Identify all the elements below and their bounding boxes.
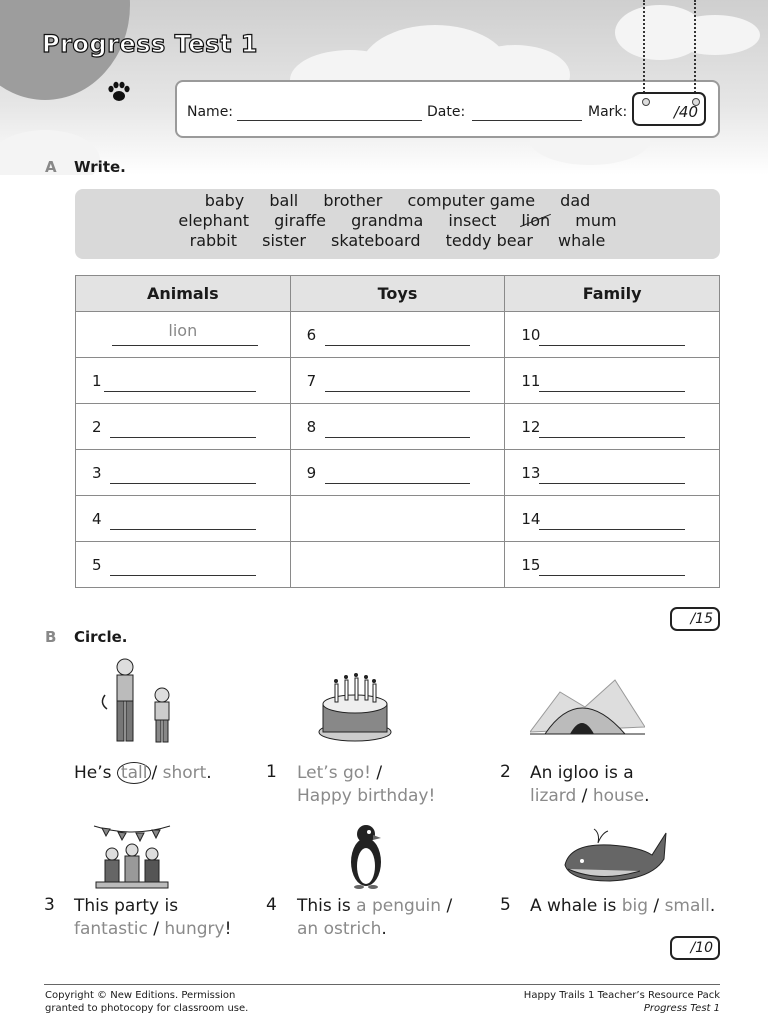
date-label: Date: — [427, 104, 466, 120]
answer-line — [112, 345, 258, 346]
section-b-instruction: Circle. — [74, 628, 128, 646]
word-row — [75, 211, 720, 230]
punctuation: . — [381, 919, 387, 939]
table-cell[interactable] — [505, 542, 720, 588]
table-cell[interactable] — [290, 358, 505, 404]
separator: / — [370, 763, 383, 783]
categories-table — [75, 275, 720, 588]
table-row — [76, 496, 720, 542]
empty-cell — [290, 542, 505, 588]
question-4 — [297, 895, 452, 941]
option-an-ostrich[interactable]: an ostrich — [297, 919, 382, 939]
separator: / — [441, 896, 453, 916]
table-cell[interactable] — [76, 450, 291, 496]
tag-hole — [642, 98, 650, 106]
answer-line[interactable] — [110, 529, 256, 530]
option-hungry[interactable]: hungry — [164, 919, 225, 939]
test-name: Progress Test 1 — [643, 1003, 720, 1014]
item-number: 3 — [92, 464, 102, 482]
word: mum — [575, 211, 617, 230]
item-number: 5 — [92, 556, 102, 574]
answer-line[interactable] — [539, 483, 685, 484]
item-number: 9 — [306, 464, 317, 482]
section-a-score[interactable]: /15 — [670, 607, 720, 631]
column-header-family: Family — [505, 276, 720, 312]
item-number: 4 — [92, 510, 102, 528]
empty-cell — [290, 496, 505, 542]
section-b-letter: B — [45, 628, 57, 646]
book-title: Happy Trails 1 Teacher’s Resource Pack — [523, 990, 720, 1001]
table-cell[interactable] — [290, 404, 505, 450]
word: brother — [323, 191, 383, 210]
footer-copyright — [45, 989, 248, 1015]
item-number: 6 — [306, 326, 317, 344]
word: sister — [262, 231, 306, 250]
table-cell[interactable] — [505, 404, 720, 450]
name-label: Name: — [187, 104, 234, 120]
table-header-row — [76, 276, 720, 312]
word: grandma — [351, 211, 424, 230]
answer-line[interactable] — [539, 529, 685, 530]
answer-line[interactable] — [325, 437, 471, 438]
table-cell[interactable] — [76, 496, 291, 542]
table-row — [76, 404, 720, 450]
item-number: 15 — [521, 556, 541, 574]
paw-icon — [106, 80, 132, 104]
question-stem: This is — [297, 896, 357, 916]
word: computer game — [407, 191, 536, 210]
option-happy-birthday[interactable]: Happy birthday! — [297, 786, 436, 806]
item-number: 13 — [521, 464, 541, 482]
word: rabbit — [189, 231, 238, 250]
table-cell[interactable] — [505, 312, 720, 358]
word-crossed-out: lion — [521, 211, 551, 230]
question-number: 3 — [44, 895, 55, 915]
answer-line[interactable] — [539, 345, 685, 346]
question-3 — [74, 895, 231, 941]
option-fantastic[interactable]: fantastic — [74, 919, 148, 939]
item-number: 10 — [521, 326, 541, 344]
option-a-penguin[interactable]: a penguin — [356, 896, 442, 916]
tag-string — [643, 0, 645, 96]
word: giraffe — [274, 211, 326, 230]
mark-label: Mark: — [588, 104, 628, 120]
word: skateboard — [331, 231, 421, 250]
option-lizard[interactable]: lizard — [530, 786, 577, 806]
table-cell[interactable] — [76, 358, 291, 404]
option-short[interactable]: short — [157, 763, 207, 783]
section-a-letter: A — [45, 158, 57, 176]
section-a-instruction: Write. — [74, 158, 126, 176]
igloo-image — [530, 672, 645, 744]
cloud-decoration — [670, 15, 760, 55]
answer-line[interactable] — [110, 483, 256, 484]
copyright-line-1: Copyright © New Editions. Permission — [45, 990, 236, 1001]
item-number: 14 — [521, 510, 541, 528]
question-2 — [530, 762, 650, 808]
word: dad — [560, 191, 591, 210]
mark-total: /40 — [673, 103, 698, 121]
question-1 — [297, 762, 435, 808]
table-cell[interactable] — [76, 404, 291, 450]
word-bank — [75, 189, 720, 259]
birthday-cake-image — [315, 670, 395, 748]
column-header-animals: Animals — [76, 276, 291, 312]
word: ball — [269, 191, 299, 210]
option-lets-go[interactable]: Let’s go! — [297, 763, 371, 783]
separator: / — [576, 786, 593, 806]
penguin-image — [345, 822, 387, 890]
punctuation: . — [206, 763, 212, 783]
question-number: 4 — [266, 895, 277, 915]
word-row — [75, 191, 720, 210]
tag-string — [694, 0, 696, 96]
table-row — [76, 450, 720, 496]
question-stem: This party is — [74, 896, 179, 916]
word: elephant — [178, 211, 250, 230]
table-cell[interactable] — [505, 450, 720, 496]
word: baby — [204, 191, 245, 210]
copyright-line-2: granted to photocopy for classroom use. — [45, 1003, 249, 1014]
punctuation: . — [644, 786, 650, 806]
punctuation: . — [709, 896, 716, 916]
option-big[interactable]: big — [621, 896, 649, 916]
table-cell[interactable] — [290, 450, 505, 496]
table-cell[interactable] — [76, 542, 291, 588]
answer-line[interactable] — [325, 483, 471, 484]
answer-line[interactable] — [539, 391, 685, 392]
answer-line[interactable] — [110, 575, 256, 576]
answer-line[interactable] — [104, 391, 256, 392]
column-header-toys: Toys — [290, 276, 505, 312]
mark-tag[interactable] — [632, 92, 706, 126]
question-stem: A whale is — [530, 896, 622, 916]
table-row — [76, 312, 720, 358]
item-number: 7 — [306, 372, 317, 390]
table-cell[interactable] — [505, 496, 720, 542]
footer-source — [524, 989, 720, 1015]
name-field[interactable] — [237, 120, 422, 121]
question-5 — [530, 895, 715, 918]
table-cell[interactable] — [290, 312, 505, 358]
separator: / — [648, 896, 665, 916]
whale-image — [560, 825, 670, 890]
table-row — [76, 542, 720, 588]
answer-line[interactable] — [539, 437, 685, 438]
date-field[interactable] — [472, 120, 582, 121]
option-house[interactable]: house — [592, 786, 645, 806]
question-stem: He’s — [74, 763, 117, 783]
footer-divider — [44, 984, 720, 985]
word: insect — [448, 211, 497, 230]
answer-line[interactable] — [110, 437, 256, 438]
section-b-score[interactable]: /10 — [670, 936, 720, 960]
example-cell — [76, 312, 291, 358]
table-cell[interactable] — [505, 358, 720, 404]
punctuation: ! — [224, 919, 232, 939]
item-number: 1 — [92, 372, 102, 390]
answer-line[interactable] — [539, 575, 685, 576]
item-number: 2 — [92, 418, 102, 436]
word: teddy bear — [445, 231, 533, 250]
question-stem: An igloo is a — [530, 763, 634, 783]
example-answer: lion — [168, 321, 198, 340]
tall-and-short-kids-image — [95, 655, 190, 750]
word-row — [75, 231, 720, 250]
answer-line[interactable] — [325, 391, 471, 392]
item-number: 11 — [521, 372, 541, 390]
option-tall-circled[interactable]: tall — [117, 762, 152, 784]
separator: / — [147, 919, 165, 939]
separator: / — [151, 763, 158, 783]
question-number: 5 — [500, 895, 511, 915]
party-image — [92, 820, 172, 890]
page-title: Progress Test 1 — [42, 30, 258, 58]
item-number: 8 — [306, 418, 317, 436]
question-number: 1 — [266, 762, 277, 782]
table-row — [76, 358, 720, 404]
word: whale — [558, 231, 606, 250]
question-example — [74, 762, 212, 785]
option-small[interactable]: small — [664, 896, 710, 916]
item-number: 12 — [521, 418, 541, 436]
question-number: 2 — [500, 762, 511, 782]
answer-line[interactable] — [325, 345, 471, 346]
